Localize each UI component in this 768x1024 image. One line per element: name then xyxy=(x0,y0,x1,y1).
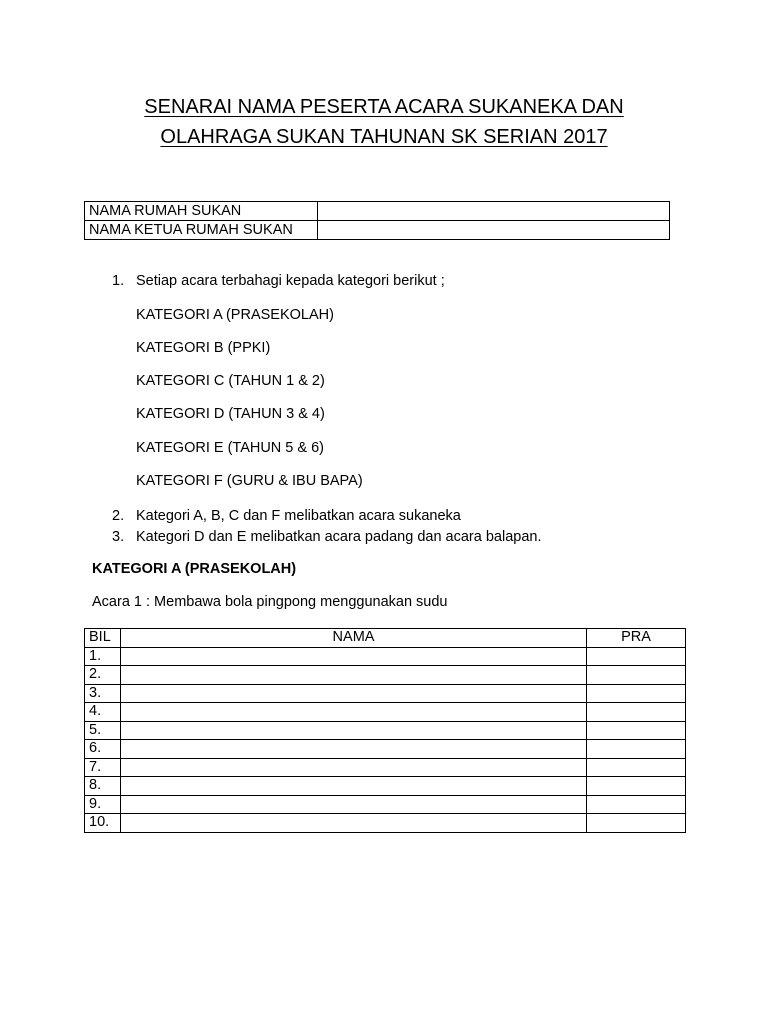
info-value-house-name[interactable] xyxy=(318,202,670,221)
header-bil: BIL xyxy=(85,629,121,648)
row-pra[interactable] xyxy=(587,758,686,777)
row-bil: 7. xyxy=(85,758,121,777)
table-row xyxy=(85,721,686,740)
instruction-1-text: Setiap acara terbahagi kepada kategori berikut ; xyxy=(136,273,445,289)
table-header-row xyxy=(85,629,686,648)
table-row xyxy=(85,684,686,703)
row-bil: 4. xyxy=(85,703,121,722)
document-title xyxy=(0,92,768,152)
instruction-3-text: Kategori D dan E melibatkan acara padang dan acara balapan. xyxy=(136,529,542,545)
instruction-2-number: 2. xyxy=(112,508,125,524)
category-c: KATEGORI C (TAHUN 1 & 2) xyxy=(136,373,325,389)
title-line-2: OLAHRAGA SUKAN TAHUNAN SK SERIAN 2017 xyxy=(160,126,608,148)
info-label-house-name: NAMA RUMAH SUKAN xyxy=(85,202,318,221)
info-value-house-captain[interactable] xyxy=(318,221,670,240)
row-pra[interactable] xyxy=(587,814,686,833)
category-e: KATEGORI E (TAHUN 5 & 6) xyxy=(136,440,324,456)
header-nama: NAMA xyxy=(121,629,587,648)
category-a: KATEGORI A (PRASEKOLAH) xyxy=(136,307,334,323)
category-b: KATEGORI B (PPKI) xyxy=(136,340,271,356)
instruction-1-number: 1. xyxy=(112,273,125,289)
category-d: KATEGORI D (TAHUN 3 & 4) xyxy=(136,406,325,422)
row-nama[interactable] xyxy=(121,777,587,796)
table-row xyxy=(85,647,686,666)
instruction-2-text: Kategori A, B, C dan F melibatkan acara sukaneka xyxy=(136,508,461,524)
header-pra: PRA xyxy=(587,629,686,648)
row-nama[interactable] xyxy=(121,758,587,777)
table-row xyxy=(85,795,686,814)
row-nama[interactable] xyxy=(121,814,587,833)
row-pra[interactable] xyxy=(587,777,686,796)
row-bil: 8. xyxy=(85,777,121,796)
row-bil: 3. xyxy=(85,684,121,703)
row-bil: 2. xyxy=(85,666,121,685)
table-row xyxy=(85,666,686,685)
row-bil: 1. xyxy=(85,647,121,666)
row-bil: 5. xyxy=(85,721,121,740)
row-nama[interactable] xyxy=(121,666,587,685)
table-row xyxy=(85,777,686,796)
row-bil: 10. xyxy=(85,814,121,833)
house-info-table xyxy=(84,201,670,240)
row-pra[interactable] xyxy=(587,666,686,685)
title-line-1: SENARAI NAMA PESERTA ACARA SUKANEKA DAN xyxy=(144,96,624,118)
row-bil: 6. xyxy=(85,740,121,759)
info-label-house-captain: NAMA KETUA RUMAH SUKAN xyxy=(85,221,318,240)
row-nama[interactable] xyxy=(121,647,587,666)
row-nama[interactable] xyxy=(121,684,587,703)
row-pra[interactable] xyxy=(587,703,686,722)
info-row-house-captain xyxy=(85,221,670,240)
row-pra[interactable] xyxy=(587,684,686,703)
row-nama[interactable] xyxy=(121,721,587,740)
table-row xyxy=(85,740,686,759)
row-pra[interactable] xyxy=(587,740,686,759)
row-pra[interactable] xyxy=(587,647,686,666)
row-nama[interactable] xyxy=(121,795,587,814)
row-pra[interactable] xyxy=(587,721,686,740)
event-title: Acara 1 : Membawa bola pingpong menggunakan sudu xyxy=(92,594,448,610)
table-row xyxy=(85,814,686,833)
instruction-3-number: 3. xyxy=(112,529,125,545)
section-heading: KATEGORI A (PRASEKOLAH) xyxy=(92,561,297,577)
row-nama[interactable] xyxy=(121,703,587,722)
info-row-house-name xyxy=(85,202,670,221)
participant-table xyxy=(84,628,686,833)
row-bil: 9. xyxy=(85,795,121,814)
row-nama[interactable] xyxy=(121,740,587,759)
table-row xyxy=(85,703,686,722)
row-pra[interactable] xyxy=(587,795,686,814)
table-row xyxy=(85,758,686,777)
category-f: KATEGORI F (GURU & IBU BAPA) xyxy=(136,473,363,489)
